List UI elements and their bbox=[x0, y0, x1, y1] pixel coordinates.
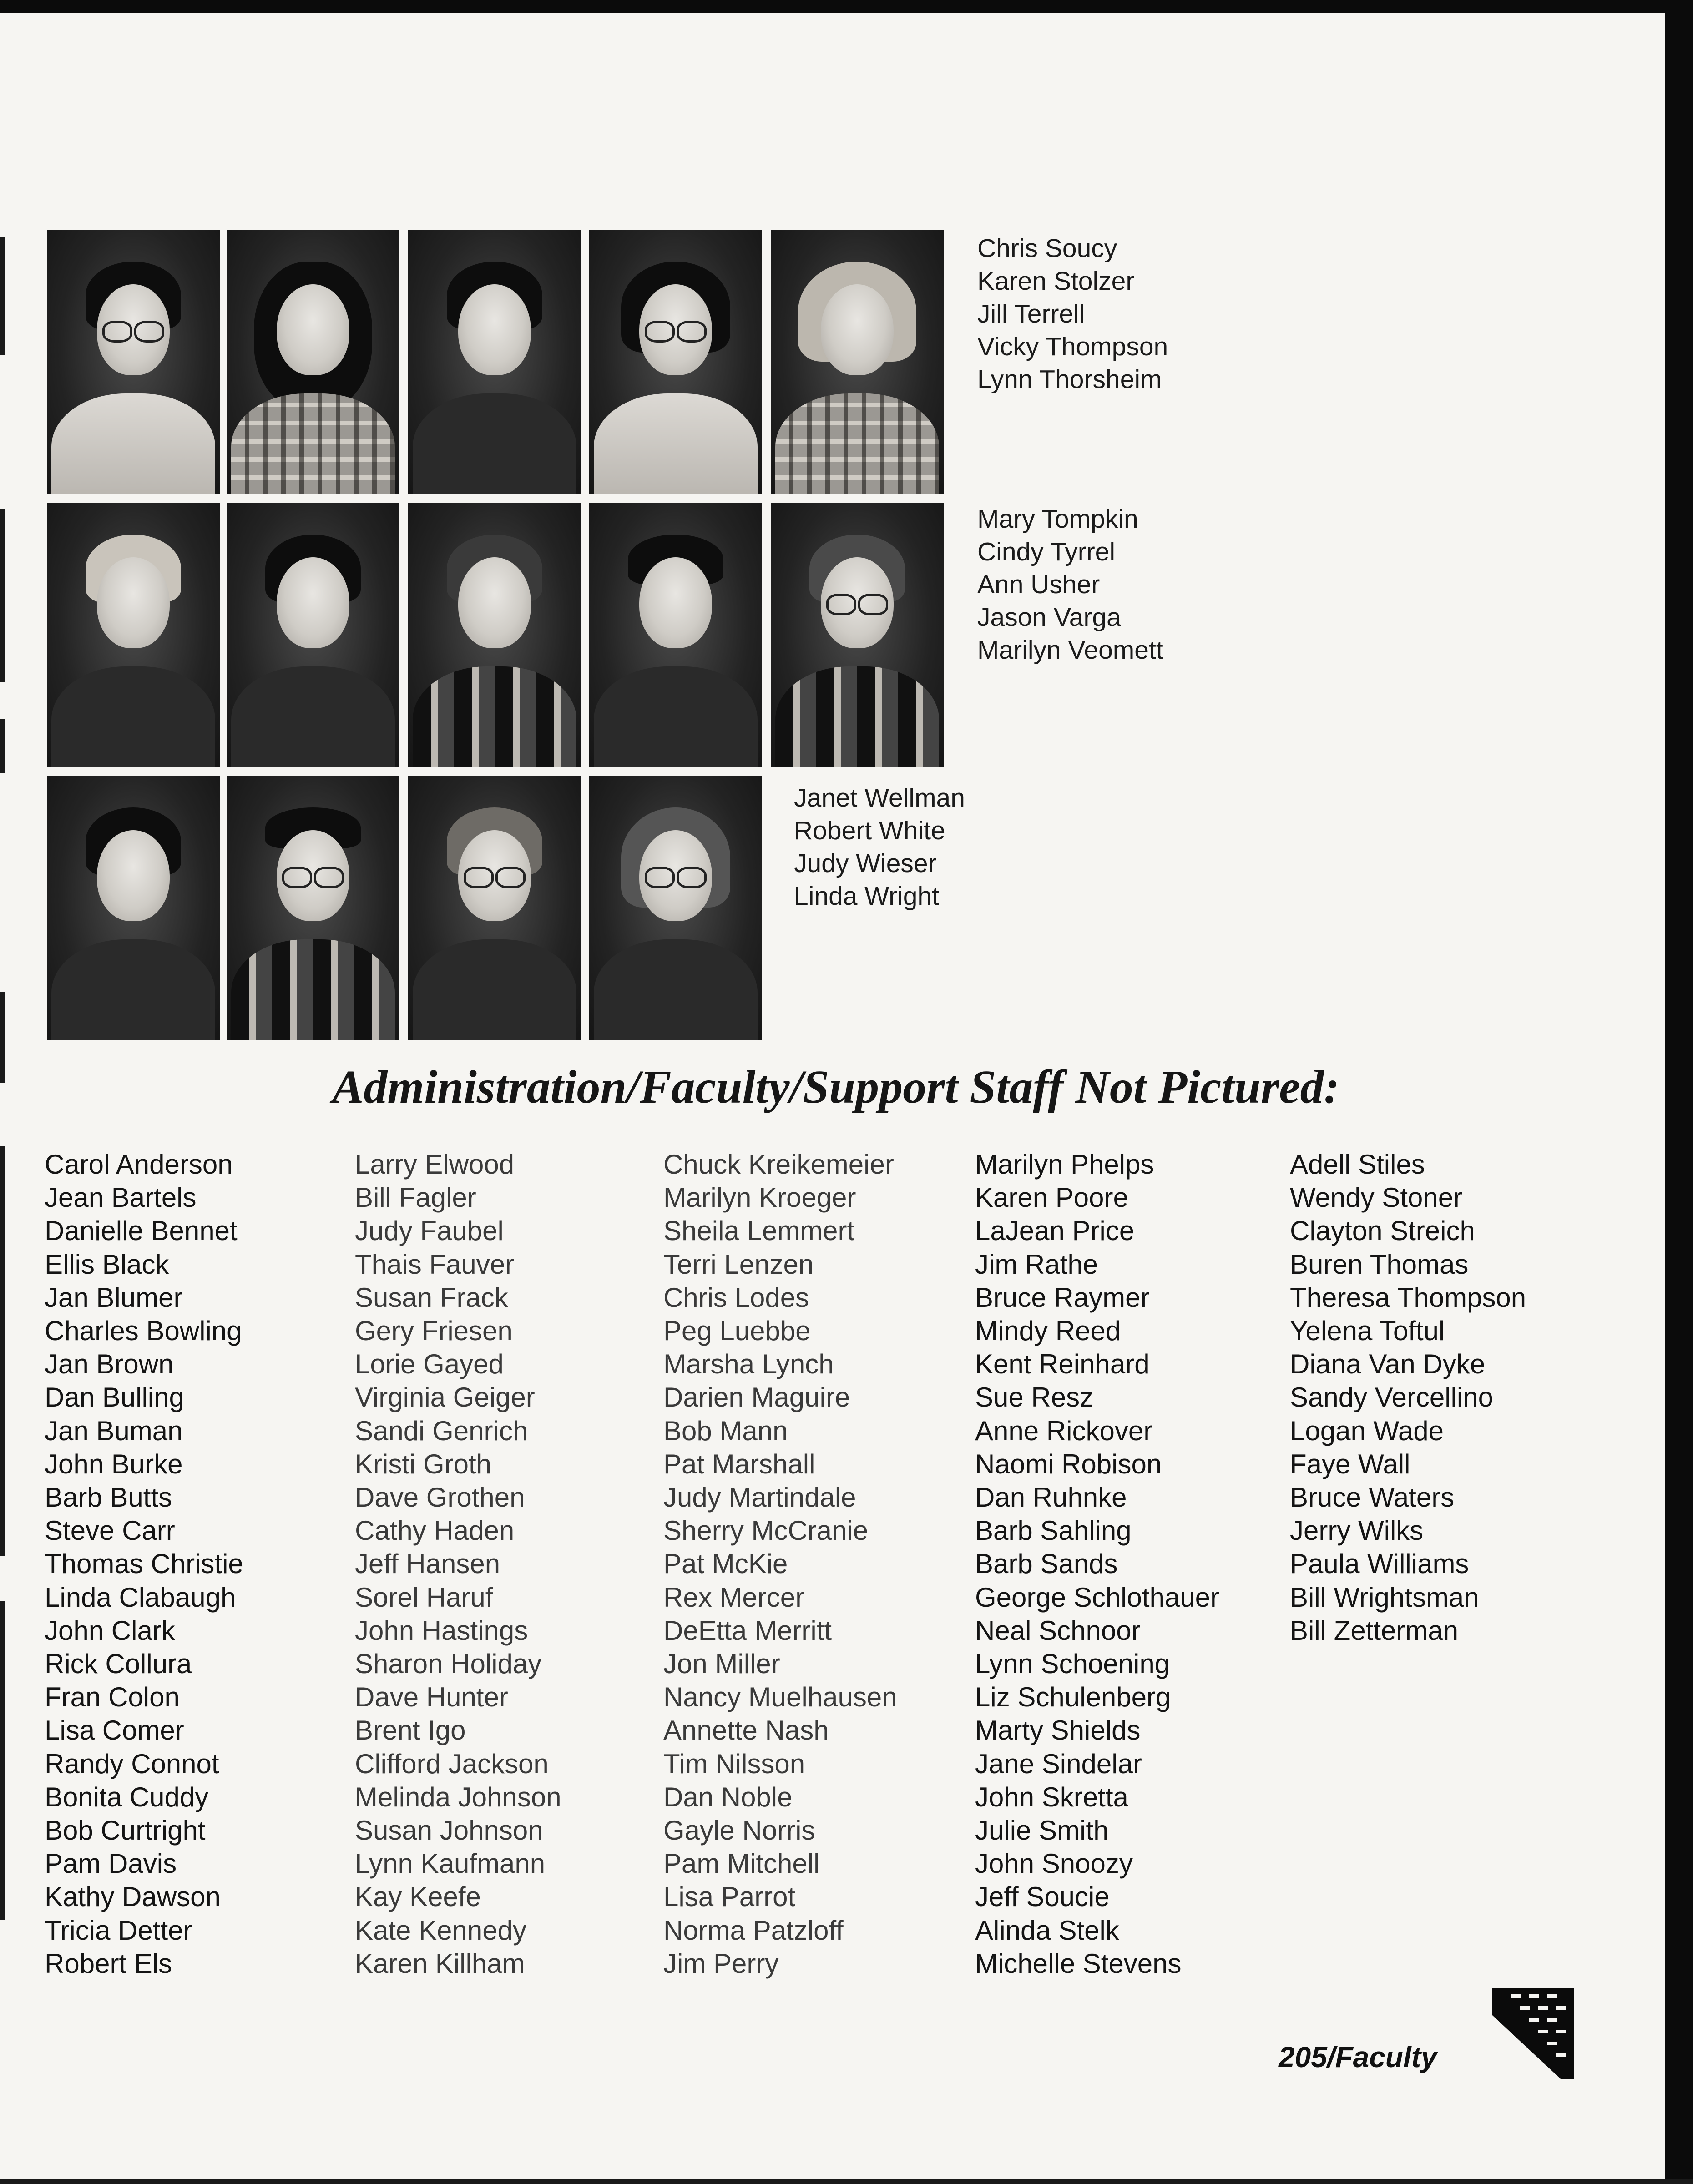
list-item: Jan Blumer bbox=[45, 1282, 183, 1313]
not-pictured-column-5 bbox=[1290, 1148, 1526, 1647]
list-item: Jerry Wilks bbox=[1290, 1515, 1424, 1546]
not-pictured-column-2 bbox=[355, 1148, 561, 1980]
list-item: Faye Wall bbox=[1290, 1448, 1410, 1479]
list-item: Marilyn Phelps bbox=[975, 1149, 1154, 1180]
list-item: Marty Shields bbox=[975, 1715, 1141, 1746]
photo-name: Jill Terrell bbox=[977, 299, 1085, 328]
list-item: Dave Grothen bbox=[355, 1482, 525, 1513]
list-item: John Clark bbox=[45, 1615, 175, 1646]
list-item: Ellis Black bbox=[45, 1249, 169, 1280]
list-item: Barb Sahling bbox=[975, 1515, 1132, 1546]
list-item: Barb Butts bbox=[45, 1482, 172, 1513]
portrait-jill-terrell bbox=[408, 230, 581, 494]
list-item: Jim Rathe bbox=[975, 1249, 1098, 1280]
list-item: Wendy Stoner bbox=[1290, 1182, 1463, 1213]
list-item: Dave Hunter bbox=[355, 1682, 508, 1713]
list-item: Kathy Dawson bbox=[45, 1881, 221, 1912]
portrait-judy-wieser bbox=[408, 776, 581, 1040]
portrait-lynn-thorsheim bbox=[771, 230, 944, 494]
list-item: Kristi Groth bbox=[355, 1448, 492, 1479]
list-item: Bill Wrightsman bbox=[1290, 1582, 1479, 1613]
list-item: Lisa Comer bbox=[45, 1715, 184, 1746]
row-2-names bbox=[977, 503, 1163, 666]
list-item: Dan Noble bbox=[663, 1781, 793, 1812]
list-item: Anne Rickover bbox=[975, 1415, 1153, 1446]
list-item: Marilyn Kroeger bbox=[663, 1182, 856, 1213]
list-item: Jan Buman bbox=[45, 1415, 183, 1446]
list-item: Alinda Stelk bbox=[975, 1915, 1119, 1946]
list-item: Sandi Genrich bbox=[355, 1415, 528, 1446]
list-item: Darien Maguire bbox=[663, 1382, 850, 1413]
list-item: Annette Nash bbox=[663, 1715, 829, 1746]
photo-name: Judy Wieser bbox=[794, 849, 937, 878]
list-item: Clifford Jackson bbox=[355, 1748, 549, 1779]
portrait-mary-tompkin bbox=[47, 503, 220, 767]
list-item: Julie Smith bbox=[975, 1815, 1109, 1846]
list-item: Danielle Bennet bbox=[45, 1216, 238, 1246]
list-item: Kay Keefe bbox=[355, 1881, 481, 1912]
list-item: Sherry McCranie bbox=[663, 1515, 869, 1546]
list-item: Kate Kennedy bbox=[355, 1915, 526, 1946]
list-item: Karen Killham bbox=[355, 1948, 525, 1979]
not-pictured-heading: Administration/Faculty/Support Staff Not Pictured: bbox=[332, 1061, 1340, 1113]
list-item: Clayton Streich bbox=[1290, 1216, 1475, 1246]
portrait-jason-varga bbox=[589, 503, 762, 767]
photo-name: Robert White bbox=[794, 816, 945, 845]
list-item: Robert Els bbox=[45, 1948, 172, 1979]
list-item: Chris Lodes bbox=[663, 1282, 809, 1313]
list-item: John Skretta bbox=[975, 1781, 1128, 1812]
list-item: Nancy Muelhausen bbox=[663, 1682, 897, 1713]
list-item: Bill Fagler bbox=[355, 1182, 476, 1213]
list-item: Sandy Vercellino bbox=[1290, 1382, 1493, 1413]
list-item: Randy Connot bbox=[45, 1748, 219, 1779]
not-pictured-column-3 bbox=[663, 1148, 897, 1980]
portrait-karen-stolzer bbox=[227, 230, 399, 494]
row-3-names bbox=[794, 782, 965, 913]
list-item: Sorel Haruf bbox=[355, 1582, 493, 1613]
list-item: Jeff Soucie bbox=[975, 1881, 1110, 1912]
list-item: Norma Patzloff bbox=[663, 1915, 844, 1946]
list-item: Tricia Detter bbox=[45, 1915, 192, 1946]
list-item: Sue Resz bbox=[975, 1382, 1094, 1413]
list-item: Marsha Lynch bbox=[663, 1349, 834, 1380]
list-item: Susan Frack bbox=[355, 1282, 508, 1313]
list-item: Jean Bartels bbox=[45, 1182, 197, 1213]
list-item: Lisa Parrot bbox=[663, 1881, 796, 1912]
list-item: Michelle Stevens bbox=[975, 1948, 1182, 1979]
list-item: Bonita Cuddy bbox=[45, 1781, 209, 1812]
bottom-border bbox=[0, 2179, 1693, 2184]
photo-name: Janet Wellman bbox=[794, 783, 965, 812]
photo-name: Linda Wright bbox=[794, 882, 939, 911]
photo-name: Marilyn Veomett bbox=[977, 636, 1163, 665]
list-item: Theresa Thompson bbox=[1290, 1282, 1526, 1313]
list-item: Gayle Norris bbox=[663, 1815, 815, 1846]
list-item: Bruce Waters bbox=[1290, 1482, 1455, 1513]
list-item: John Burke bbox=[45, 1448, 183, 1479]
list-item: Judy Martindale bbox=[663, 1482, 856, 1513]
list-item: Pam Mitchell bbox=[663, 1848, 820, 1879]
list-item: John Snoozy bbox=[975, 1848, 1133, 1879]
list-item: Kent Reinhard bbox=[975, 1349, 1150, 1380]
list-item: Judy Faubel bbox=[355, 1216, 504, 1246]
list-item: Karen Poore bbox=[975, 1182, 1128, 1213]
photo-name: Vicky Thompson bbox=[977, 332, 1168, 361]
photo-name: Lynn Thorsheim bbox=[977, 365, 1162, 394]
list-item: Neal Schnoor bbox=[975, 1615, 1141, 1646]
list-item: Jeff Hansen bbox=[355, 1548, 500, 1579]
list-item: Linda Clabaugh bbox=[45, 1582, 236, 1613]
list-item: Adell Stiles bbox=[1290, 1149, 1425, 1180]
list-item: Thais Fauver bbox=[355, 1249, 515, 1280]
list-item: Logan Wade bbox=[1290, 1415, 1444, 1446]
list-item: Dan Bulling bbox=[45, 1382, 184, 1413]
list-item: Jan Brown bbox=[45, 1349, 174, 1380]
list-item: Thomas Christie bbox=[45, 1548, 243, 1579]
portrait-chris-soucy bbox=[47, 230, 220, 494]
portrait-ann-usher bbox=[408, 503, 581, 767]
list-item: Sheila Lemmert bbox=[663, 1216, 855, 1246]
list-item: Bob Curtright bbox=[45, 1815, 206, 1846]
photo-name: Ann Usher bbox=[977, 570, 1100, 599]
portrait-linda-wright bbox=[589, 776, 762, 1040]
list-item: John Hastings bbox=[355, 1615, 528, 1646]
list-item: LaJean Price bbox=[975, 1216, 1135, 1246]
portrait-cindy-tyrrel bbox=[227, 503, 399, 767]
list-item: Susan Johnson bbox=[355, 1815, 543, 1846]
list-item: Virginia Geiger bbox=[355, 1382, 535, 1413]
portrait-janet-wellman bbox=[47, 776, 220, 1040]
list-item: Steve Carr bbox=[45, 1515, 175, 1546]
list-item: Melinda Johnson bbox=[355, 1781, 561, 1812]
list-item: Liz Schulenberg bbox=[975, 1682, 1171, 1713]
list-item: Rick Collura bbox=[45, 1649, 192, 1680]
list-item: Jim Perry bbox=[663, 1948, 779, 1979]
list-item: Lynn Kaufmann bbox=[355, 1848, 546, 1879]
list-item: Lynn Schoening bbox=[975, 1649, 1170, 1680]
not-pictured-column-1 bbox=[45, 1148, 243, 1980]
photo-name: Jason Varga bbox=[977, 603, 1121, 632]
list-item: Mindy Reed bbox=[975, 1316, 1121, 1347]
list-item: Bill Zetterman bbox=[1290, 1615, 1459, 1646]
photo-name: Cindy Tyrrel bbox=[977, 537, 1116, 566]
list-item: Cathy Haden bbox=[355, 1515, 515, 1546]
brick-corner-emblem bbox=[1492, 1988, 1574, 2079]
list-item: Pam Davis bbox=[45, 1848, 177, 1879]
list-item: Brent Igo bbox=[355, 1715, 466, 1746]
list-item: Bruce Raymer bbox=[975, 1282, 1150, 1313]
photo-name: Chris Soucy bbox=[977, 234, 1117, 263]
list-item: Barb Sands bbox=[975, 1548, 1118, 1579]
photo-name: Mary Tompkin bbox=[977, 504, 1138, 534]
list-item: Chuck Kreikemeier bbox=[663, 1149, 894, 1180]
photo-name: Karen Stolzer bbox=[977, 267, 1135, 296]
list-item: Pat Marshall bbox=[663, 1448, 815, 1479]
right-border bbox=[1665, 0, 1693, 2184]
list-item: Pat McKie bbox=[663, 1548, 788, 1579]
list-item: Tim Nilsson bbox=[663, 1748, 805, 1779]
list-item: Fran Colon bbox=[45, 1682, 180, 1713]
list-item: George Schlothauer bbox=[975, 1582, 1220, 1613]
list-item: Charles Bowling bbox=[45, 1316, 242, 1347]
list-item: Lorie Gayed bbox=[355, 1349, 504, 1380]
top-border bbox=[0, 0, 1693, 13]
list-item: Carol Anderson bbox=[45, 1149, 233, 1180]
portrait-vicky-thompson bbox=[589, 230, 762, 494]
portrait-marilyn-veomett bbox=[771, 503, 944, 767]
list-item: Larry Elwood bbox=[355, 1149, 515, 1180]
portrait-robert-white bbox=[227, 776, 399, 1040]
row-1-names bbox=[977, 232, 1168, 396]
list-item: Terri Lenzen bbox=[663, 1249, 814, 1280]
list-item: DeEtta Merritt bbox=[663, 1615, 832, 1646]
list-item: Sharon Holiday bbox=[355, 1649, 542, 1680]
list-item: Jane Sindelar bbox=[975, 1748, 1142, 1779]
list-item: Buren Thomas bbox=[1290, 1249, 1469, 1280]
list-item: Bob Mann bbox=[663, 1415, 788, 1446]
list-item: Dan Ruhnke bbox=[975, 1482, 1127, 1513]
list-item: Yelena Toftul bbox=[1290, 1316, 1445, 1347]
page-folio: 205/Faculty bbox=[1279, 2041, 1437, 2073]
list-item: Naomi Robison bbox=[975, 1448, 1162, 1479]
list-item: Peg Luebbe bbox=[663, 1316, 811, 1347]
list-item: Jon Miller bbox=[663, 1649, 780, 1680]
not-pictured-column-4 bbox=[975, 1148, 1219, 1980]
list-item: Diana Van Dyke bbox=[1290, 1349, 1486, 1380]
list-item: Gery Friesen bbox=[355, 1316, 513, 1347]
list-item: Rex Mercer bbox=[663, 1582, 805, 1613]
list-item: Paula Williams bbox=[1290, 1548, 1469, 1579]
